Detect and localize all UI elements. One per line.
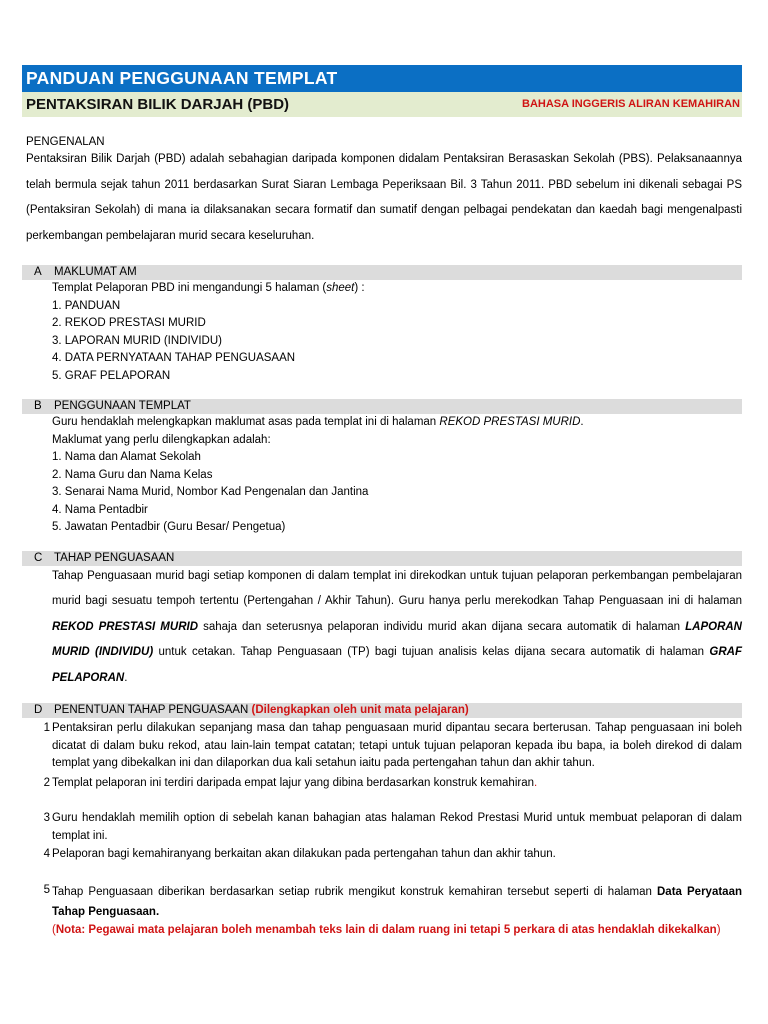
page-title: PANDUAN PENGGUNAAN TEMPLAT <box>22 65 742 92</box>
subtitle: PENTAKSIRAN BILIK DARJAH (PBD) <box>26 96 290 113</box>
intro-paragraph: Pentaksiran Bilik Darjah (PBD) adalah sebahagian daripada komponen didalam Pentaksiran Berasaskan Sekolah (PBS). Pelaksanaannya telah bermula sejak tahun 2011 berdasarkan Surat Siaran Lembaga Peperiksaan Bil. 3 Tahun 2011. PBD sebelum ini dikenali sebagai PS (Pentaksiran Sekolah) di mana ia dilaksanakan secara formatif dan sumatif dengan pelbagai pendekatan dan kaedah bagi mengenalpasti perkembangan pembelajaran murid secara keseluruhan. <box>26 153 742 242</box>
section-a-body <box>22 280 742 385</box>
section-heading: PENGGUNAAN TEMPLAT <box>54 400 191 412</box>
intro-section <box>22 134 742 249</box>
section-heading-note: (Dilengkapkan oleh unit mata pelajaran) <box>251 704 469 716</box>
list-item: 3 Guru hendaklah memilih option di sebelah kanan bahagian atas halaman Rekod Prestasi Murid untuk membuat pelaporan di dalam templat ini. <box>43 812 742 842</box>
subject-tag: BAHASA INGGERIS ALIRAN KEMAHIRAN <box>522 98 740 110</box>
section-a-lead: Templat Pelaporan PBD ini mengandungi 5 halaman (sheet) : <box>52 282 365 294</box>
section-d-header <box>22 703 742 718</box>
section-heading: PENENTUAN TAHAP PENGUASAAN <box>54 704 249 716</box>
section-c-paragraph: Tahap Penguasaan murid bagi setiap komponen di dalam templat ini direkodkan untuk tujuan pelaporan perkembangan pembelajaran murid bagi sesuatu tempoh tertentu (Pertengahan / Akhir Tahun). Guru hanya perlu merekodkan Tahap Penguasaan ini di halaman REKOD PRESTASI MURID sahaja dan seterusnya pelaporan individu murid akan dijana secara automatik di halaman LAPORAN MURID (INDIVIDU) untuk cetakan. Tahap Penguasaan (TP) bagi tujuan analisis kelas dijana secara automatik di halaman GRAF PELAPORAN. <box>52 569 742 684</box>
section-letter: A <box>34 266 42 278</box>
section-a-header <box>22 265 742 280</box>
list-item: 1. PANDUAN <box>52 299 121 312</box>
section-letter: B <box>34 400 42 412</box>
list-item: 4. DATA PERNYATAAN TAHAP PENGUASAAN <box>52 352 296 364</box>
guide-page <box>22 65 742 939</box>
subtitle-bar <box>22 92 742 117</box>
section-b-header <box>22 399 742 414</box>
list-item: 4 Pelaporan bagi kemahiranyang berkaitan akan dilakukan pada pertengahan tahun dan akhir tahun. <box>43 848 556 860</box>
list-item: 1. Nama dan Alamat Sekolah <box>52 451 201 463</box>
section-letter: D <box>34 704 43 716</box>
list-item: 5 Tahap Penguasaan diberikan berdasarkan setiap rubrik mengikut konstruk kemahiran tersebut seperti di halaman Data Peryataan Tahap Penguasaan. <box>43 883 742 918</box>
list-item: 3. Senarai Nama Murid, Nombor Kad Pengenalan dan Jantina <box>52 486 369 498</box>
list-item: 5. Jawatan Pentadbir (Guru Besar/ Pengetua) <box>52 521 286 533</box>
section-b-lead2: Maklumat yang perlu dilengkapkan adalah: <box>52 433 271 446</box>
section-heading: TAHAP PENGUASAAN <box>54 551 175 564</box>
list-item: 1 Pentaksiran perlu dilakukan sepanjang masa dan tahap penguasaan murid dipantau secara berterusan. Tahap penguasaan ini boleh dicatat di dalam buku rekod, atau lain-lain tempat catatan; tetapi untuk tujuan pelaporan kepada ibu bapa, ia boleh direkod di dalam templat yang dibekalkan ini dan dilaporkan dua kali setahun iaitu pada pertengahan tahun dan akhir tahun. <box>43 722 742 769</box>
list-item: 4. Nama Pentadbir <box>52 503 148 516</box>
note-text: (Nota: Pegawai mata pelajaran boleh menambah teks lain di dalam ruang ini tetapi 5 perkara di atas hendaklah dikekalkan) <box>52 923 721 936</box>
intro-heading: PENGENALAN <box>26 136 105 148</box>
section-b-body <box>22 414 742 537</box>
list-item: 3. LAPORAN MURID (INDIVIDU) <box>52 334 222 347</box>
list-item: 5. GRAF PELAPORAN <box>52 369 171 382</box>
list-item: 2 Templat pelaporan ini terdiri daripada empat lajur yang dibina berdasarkan konstruk kemahiran. <box>43 776 538 789</box>
list-item: 2. Nama Guru dan Nama Kelas <box>52 468 213 481</box>
section-b-lead: Guru hendaklah melengkapkan maklumat asas pada templat ini di halaman REKOD PRESTASI MURID. <box>52 416 584 428</box>
list-item: 2. REKOD PRESTASI MURID <box>52 317 206 329</box>
section-letter: C <box>34 551 43 564</box>
section-heading: MAKLUMAT AM <box>54 266 137 278</box>
